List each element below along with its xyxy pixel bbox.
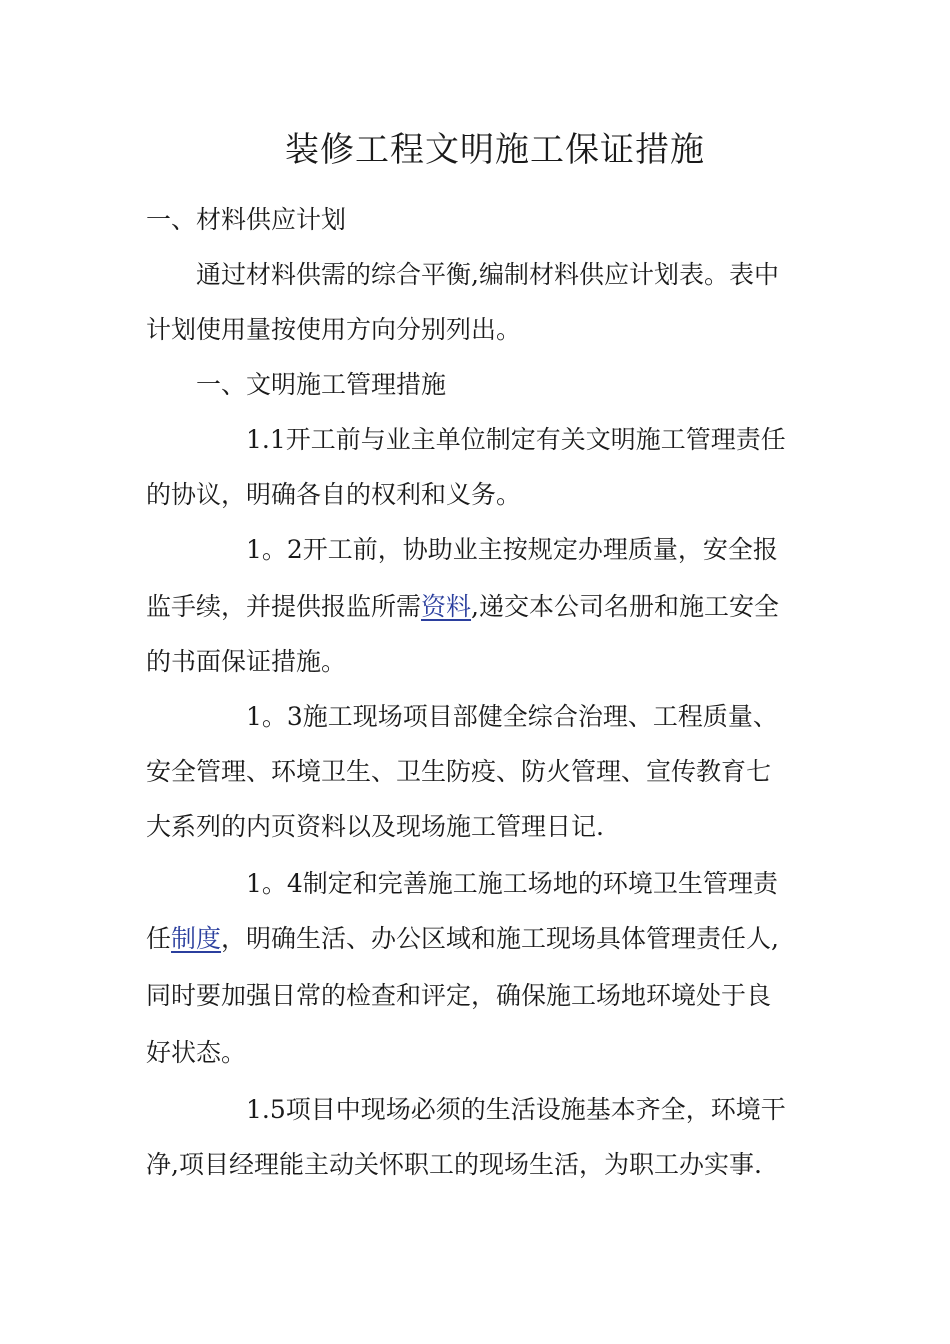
item-1-3-line: 安全管理、环境卫生、卫生防疫、防火管理、宣传教育七 <box>146 757 772 786</box>
item-1-4-line: 同时要加强日常的检查和评定，确保施工场地环境处于良 <box>146 981 772 1010</box>
item-1-1-line: 的协议，明确各自的权利和义务。 <box>146 480 522 509</box>
paragraph-line: 计划使用量按使用方向分别列出。 <box>146 315 522 344</box>
text-segment: 监手续，并提供报监所需 <box>146 592 422 621</box>
item-1-1-line: 1.1开工前与业主单位制定有关文明施工管理责任 <box>246 425 786 454</box>
section-heading-civilized-construction: 一、文明施工管理措施 <box>196 370 447 399</box>
item-1-4-line <box>146 919 779 959</box>
section-heading-material-supply: 一、材料供应计划 <box>146 205 347 234</box>
item-1-3-line: 1。3施工现场项目部健全综合治理、工程质量、 <box>246 702 778 731</box>
text-segment: ,递交本公司名册和施工安全 <box>471 592 779 621</box>
item-1-3-line: 大系列的内页资料以及现场施工管理日记. <box>146 812 604 841</box>
item-1-2-line: 的书面保证措施。 <box>146 647 347 676</box>
item-1-2-line <box>146 587 779 627</box>
item-1-4-line: 好状态。 <box>146 1038 247 1067</box>
system-link[interactable]: 制度 <box>171 924 222 953</box>
item-1-4-line: 1。4制定和完善施工施工场地的环境卫生管理责 <box>246 869 778 898</box>
item-1-5-line: 1.5项目中现场必须的生活设施基本齐全，环境干 <box>246 1095 786 1124</box>
document-title: 装修工程文明施工保证措施 <box>285 130 705 170</box>
paragraph-line: 通过材料供需的综合平衡,编制材料供应计划表。表中 <box>196 260 779 289</box>
materials-link[interactable]: 资料 <box>421 592 472 621</box>
text-segment: 任 <box>146 924 172 953</box>
item-1-2-line: 1。2开工前，协助业主按规定办理质量，安全报 <box>246 535 778 564</box>
text-segment: ，明确生活、办公区域和施工现场具体管理责任人, <box>221 924 779 953</box>
item-1-5-line: 净,项目经理能主动关怀职工的现场生活，为职工办实事. <box>146 1150 762 1179</box>
